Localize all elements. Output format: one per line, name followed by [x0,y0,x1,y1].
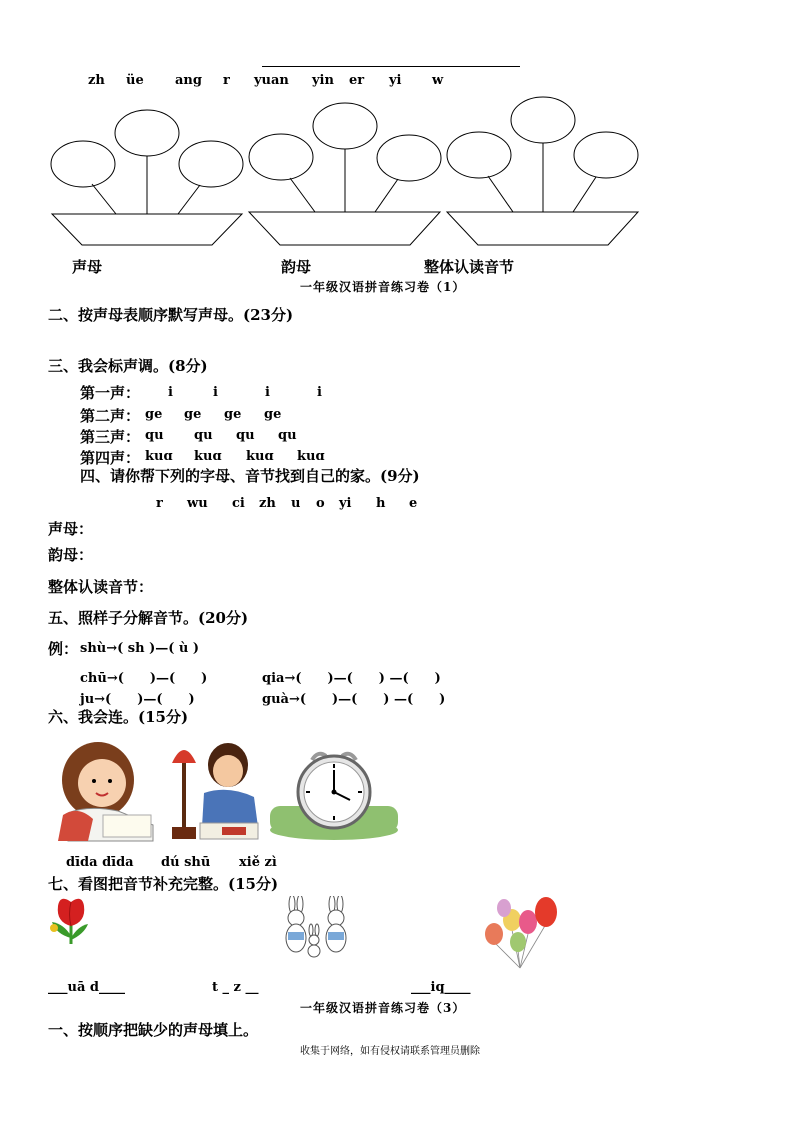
top-rule [262,66,520,67]
footer-note: 收集于网络，如有侵权请联系管理员删除 [300,1046,480,1057]
letter: zh [259,496,276,511]
tone-label: 第二声： [80,407,141,425]
section-title: 六、我会连。(15分) [48,708,189,726]
tree-label: 整体认读音节 [424,258,515,276]
section-title: 五、照样子分解音节。(20分) [48,609,249,627]
tone-item: qu [194,428,213,443]
tree-shengmu [51,110,243,245]
letter: wu [187,496,208,511]
letter: r [156,496,163,511]
letter: üe [126,73,144,88]
letter: yin [312,73,334,88]
page-header: 一年级汉语拼音练习卷（3） [300,1001,466,1015]
section-title: 二、按声母表顺序默写声母。(23分) [48,306,294,324]
tree-zhengti [447,97,638,245]
category-label: 声母： [48,520,94,538]
pinyin-word: dú shū [161,855,211,870]
tone-label: 第四声： [80,449,141,467]
letter: yi [389,73,402,88]
letter: o [316,496,325,511]
tone-label: 第三声： [80,428,141,446]
exercise-item: guà→( )—( ) —( ) [262,692,446,707]
letter: u [291,496,301,511]
letter: ang [175,73,202,88]
tone-item: ge [184,407,202,422]
example-text: shù→( sh )—( ù ) [80,641,200,656]
letter: zh [88,73,105,88]
tone-label: 第一声： [80,384,141,402]
tone-item: ge [224,407,242,422]
letter: e [409,496,418,511]
blank-item: t _ z __ [212,980,259,995]
example-label: 例： [48,640,79,658]
tone-item: kuɑ [194,449,222,464]
letter: h [376,496,386,511]
tone-item: ge [264,407,282,422]
exercise-item: qia→( )—( ) —( ) [262,671,441,686]
blank-item: ___uā d____ [48,980,125,995]
tone-item: i [213,385,218,400]
tree-yunmu [249,103,441,245]
tone-item: kuɑ [297,449,325,464]
tone-item: i [317,385,322,400]
letter: yuan [254,73,289,88]
alarm-clock-image [268,748,400,840]
letter: er [349,73,365,88]
section-title: 四、请你帮下列的字母、音节找到自己的家。(9分) [80,467,420,485]
tone-item: qu [236,428,255,443]
tone-item: kuɑ [246,449,274,464]
exercise-item: chū→( )—( ) [80,671,208,686]
pinyin-word: xiě zì [239,855,277,870]
tone-item: qu [278,428,297,443]
tone-item: i [168,385,173,400]
blank-item: ___iq____ [411,980,471,995]
tone-item: qu [145,428,164,443]
letter: yi [339,496,352,511]
category-label: 韵母： [48,546,94,564]
tone-item: ge [145,407,163,422]
pinyin-word: dīda dīda [66,855,134,870]
exercise-item: ju→( )—( ) [80,692,195,707]
tone-item: kuɑ [145,449,173,464]
letter: ci [232,496,245,511]
boy-writing-image [168,735,262,843]
tree-diagrams [0,90,794,250]
section-title: 七、看图把音节补充完整。(15分) [48,875,279,893]
balloons-image [480,894,564,970]
tree-label: 韵母 [281,258,312,276]
page-header: 一年级汉语拼音练习卷（1） [300,280,466,294]
category-label: 整体认读音节： [48,578,154,596]
letter: w [432,73,444,88]
rabbits-image [280,896,352,958]
section-title: 三、我会标声调。(8分) [48,357,208,375]
letter: r [223,73,230,88]
tone-item: i [265,385,270,400]
tree-label: 声母 [72,258,103,276]
girl-reading-image [58,735,160,843]
tulip-image [48,894,94,946]
section-title: 一、按顺序把缺少的声母填上。 [48,1021,259,1039]
